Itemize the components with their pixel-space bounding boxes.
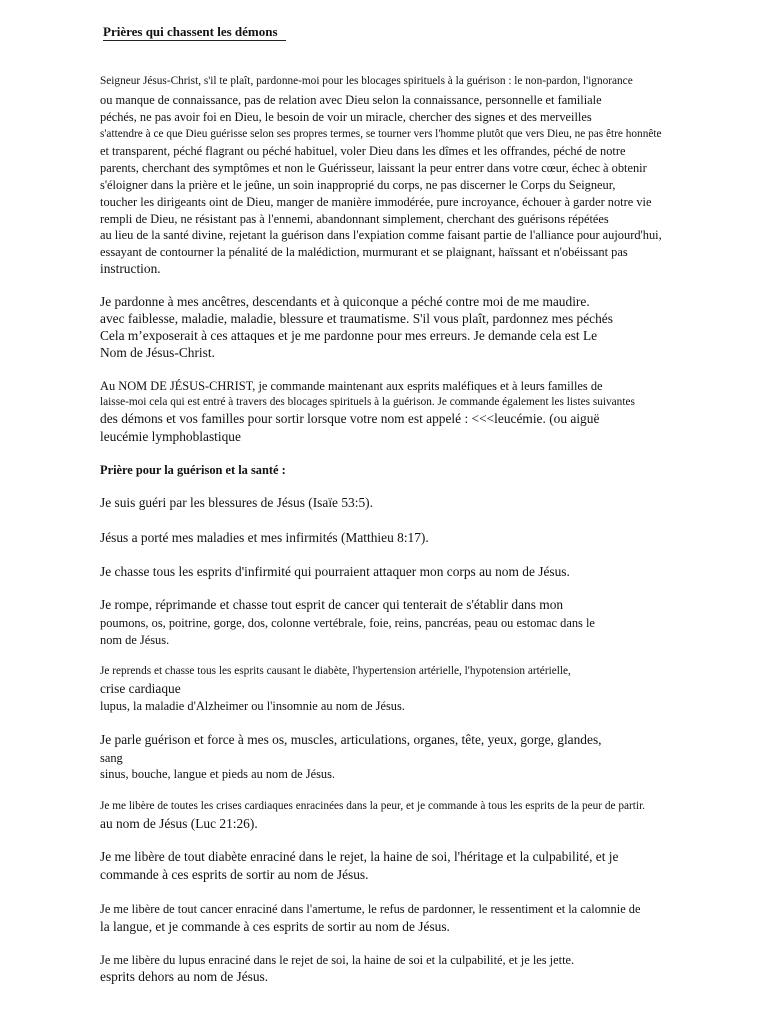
- text-line: Je me libère de tout cancer enraciné dans l'amertume, le refus de pardonner, le ressentiment et la calomnie de: [100, 902, 641, 916]
- text-line: des démons et vos familles pour sortir lorsque votre nom est appelé : <<<leucémie. (ou aiguë: [100, 411, 600, 426]
- text-line: esprits dehors au nom de Jésus.: [100, 969, 269, 984]
- text-line: leucémie lymphoblastique: [100, 429, 241, 444]
- text-line: Je me libère de tout diabète enraciné dans le rejet, la haine de soi, l'héritage et la culpabilité, et je: [100, 849, 619, 864]
- text-line: Je me libère du lupus enraciné dans le rejet de soi, la haine de soi et la culpabilité, et je les jette.: [100, 953, 575, 967]
- text-line: lupus, la maladie d'Alzheimer ou l'insomnie au nom de Jésus.: [100, 699, 405, 713]
- text-line: Je chasse tous les esprits d'infirmité qui pourraient attaquer mon corps au nom de Jésus.: [100, 564, 570, 579]
- text-line: poumons, os, poitrine, gorge, dos, colonne vertébrale, foie, reins, pancréas, peau ou estomac dans le: [100, 616, 595, 630]
- text-line: laisse-moi cela qui est entré à travers des blocages spirituels à la guérison. Je commande également les listes suivantes: [100, 396, 635, 408]
- text-line: au nom de Jésus (Luc 21:26).: [100, 816, 258, 831]
- text-line: instruction.: [100, 261, 161, 276]
- text-line: crise cardiaque: [100, 681, 181, 696]
- text-line: Seigneur Jésus-Christ, s'il te plaît, pardonne-moi pour les blocages spirituels à la guérison : le non-pardon, l'ignorance: [100, 75, 633, 87]
- text-line: parents, cherchant des symptômes et non le Guérisseur, laissant la peur entrer dans votre cœur, échec à obtenir: [100, 161, 647, 175]
- text-line: la langue, et je commande à ces esprits de sortir au nom de Jésus.: [100, 919, 450, 934]
- text-line: rempli de Dieu, ne résistant pas à l'ennemi, abandonnant simplement, cherchant des guérisons répétées: [100, 212, 609, 226]
- text-line: péchés, ne pas avoir foi en Dieu, le besoin de voir un miracle, chercher des signes et des merveilles: [100, 110, 592, 124]
- text-line: Je suis guéri par les blessures de Jésus (Isaïe 53:5).: [100, 495, 373, 510]
- section-heading: Prière pour la guérison et la santé :: [100, 463, 286, 477]
- text-line: s'éloigner dans la prière et le jeûne, un soin inapproprié du corps, ne pas discerner le Corps du Seigneur,: [100, 178, 616, 192]
- text-line: Je parle guérison et force à mes os, muscles, articulations, organes, tête, yeux, gorge, glandes,: [100, 732, 602, 747]
- text-line: commande à ces esprits de sortir au nom de Jésus.: [100, 867, 369, 882]
- text-line: Je me libère de toutes les crises cardiaques enracinées dans la peur, et je commande à tous les esprits de la peur de partir.: [100, 800, 646, 812]
- text-line: et transparent, péché flagrant ou péché habituel, voler Dieu dans les dîmes et les offrandes, péché de notre: [100, 144, 626, 158]
- document-title: Prières qui chassent les démons: [103, 24, 286, 41]
- text-line: Je rompe, réprimande et chasse tout esprit de cancer qui tenterait de s'établir dans mon: [100, 597, 564, 612]
- text-line: ou manque de connaissance, pas de relation avec Dieu selon la connaissance, personnelle et familiale: [100, 93, 602, 107]
- text-line: Nom de Jésus-Christ.: [100, 345, 215, 360]
- text-line: nom de Jésus.: [100, 633, 170, 647]
- text-line: au lieu de la santé divine, rejetant la guérison dans l'expiation comme faisant partie de l'alliance pour aujourd'hui,: [100, 228, 662, 242]
- text-line: s'attendre à ce que Dieu guérisse selon ses propres termes, se tourner vers l'homme plutôt que vers Dieu, ne pas être honnête: [100, 128, 662, 140]
- text-line: sinus, bouche, langue et pieds au nom de Jésus.: [100, 767, 336, 781]
- text-line: essayant de contourner la pénalité de la malédiction, murmurant et se plaignant, haïssant et n'obéissant pas: [100, 245, 628, 259]
- text-line: toucher les dirigeants oint de Dieu, manger de manière immodérée, pure incroyance, échouer à garder notre vie: [100, 195, 652, 209]
- text-line: Cela m’exposerait à ces attaques et je me pardonne pour mes erreurs. Je demande cela est Le: [100, 328, 598, 343]
- text-line: Je reprends et chasse tous les esprits causant le diabète, l'hypertension artérielle, l'hypotension artérielle,: [100, 665, 571, 677]
- text-line: sang: [100, 751, 123, 765]
- text-line: Au NOM DE JÉSUS-CHRIST, je commande maintenant aux esprits maléfiques et à leurs familles de: [100, 379, 603, 393]
- text-line: Jésus a porté mes maladies et mes infirmités (Matthieu 8:17).: [100, 530, 429, 545]
- text-line: Je pardonne à mes ancêtres, descendants et à quiconque a péché contre moi de me maudire.: [100, 294, 590, 309]
- text-line: avec faiblesse, maladie, maladie, blessure et traumatisme. S'il vous plaît, pardonnez mes péchés: [100, 311, 613, 326]
